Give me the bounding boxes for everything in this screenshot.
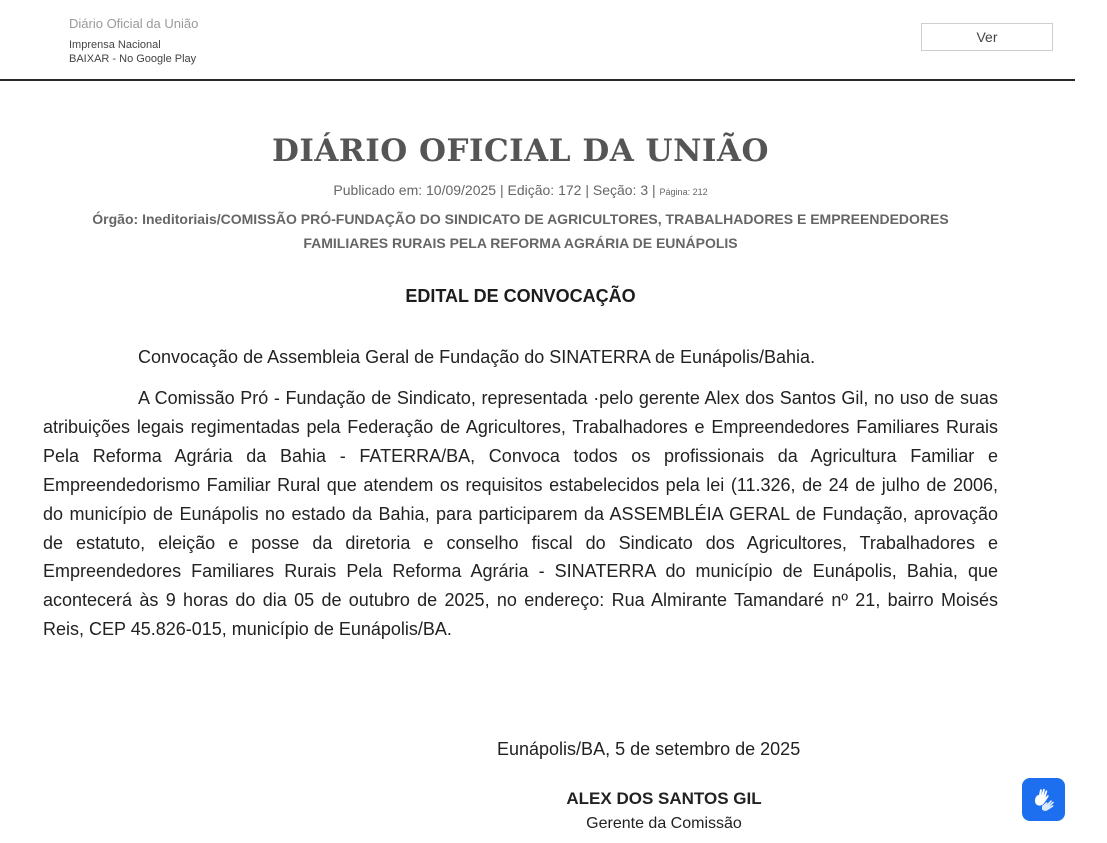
accessibility-button[interactable] <box>1022 778 1065 821</box>
app-download-text: BAIXAR - No Google Play <box>69 53 197 65</box>
intro-paragraph: Convocação de Assembleia Geral de Fundação do SINATERRA de Eunápolis/Bahia. <box>138 347 816 367</box>
publication-details: Publicado em: 10/09/2025 | Edição: 172 | Seção: 3 | <box>333 182 656 198</box>
top-bar <box>0 0 1075 81</box>
body-paragraph: A Comissão Pró - Fundação de Sindicato, representada ·pelo gerente Alex dos Santos Gil, no uso de suas atribuições legais regimentadas pela Federação de Agricultores, Trabalhadores e Empreendedores Familiares Rurais Pela Reforma Agrária da Bahia - FATERRA/BA, Convoca todos os profissionais da Agricultura Familiar e Empreendedorismo Familiar Rural que atendem os requisitos estabelecidos pela lei (11.326, de 24 de julho de 2006, do município de Eunápolis no estado da Bahia, para participarem da ASSEMBLÉIA GERAL de Fundação, aprovação de estatuto, eleição e posse da diretoria e conselho fiscal do Sindicato dos Agricultores, Trabalhadores e Empreendedores Familiares Rurais Pela Reforma Agrária - SINATERRA do município de Eunápolis, Bahia, que acontecerá às 9 horas do dia 05 de outubro de 2025, no endereço: Rua Almirante Tamandaré nº 21, bairro Moisés Reis, CEP 45.826-015, município de Eunápolis/BA. <box>43 388 998 640</box>
ver-button[interactable]: Ver <box>921 23 1053 51</box>
orgao-text: Órgão: Ineditoriais/COMISSÃO PRÓ-FUNDAÇÃO DO SINDICATO DE AGRICULTORES, TRABALHADORES E EMPREENDEDORES FAMILIARES RURAIS PELA REFORMA AGRÁRIA DE EUNÁPOLIS <box>92 211 949 251</box>
page-title: DIÁRIO OFICIAL DA UNIÃO <box>272 133 769 169</box>
app-publisher: Imprensa Nacional <box>69 39 161 51</box>
place-date: Eunápolis/BA, 5 de setembro de 2025 <box>497 739 801 759</box>
publication-info <box>0 182 1041 198</box>
app-title: Diário Oficial da União <box>69 16 199 31</box>
document-heading: EDITAL DE CONVOCAÇÃO <box>405 286 636 306</box>
sign-language-hands-icon <box>1030 786 1058 814</box>
signer-role: Gerente da Comissão <box>586 815 742 832</box>
signer-name: ALEX DOS SANTOS GIL <box>566 789 762 808</box>
page-number: Página: 212 <box>659 187 708 197</box>
